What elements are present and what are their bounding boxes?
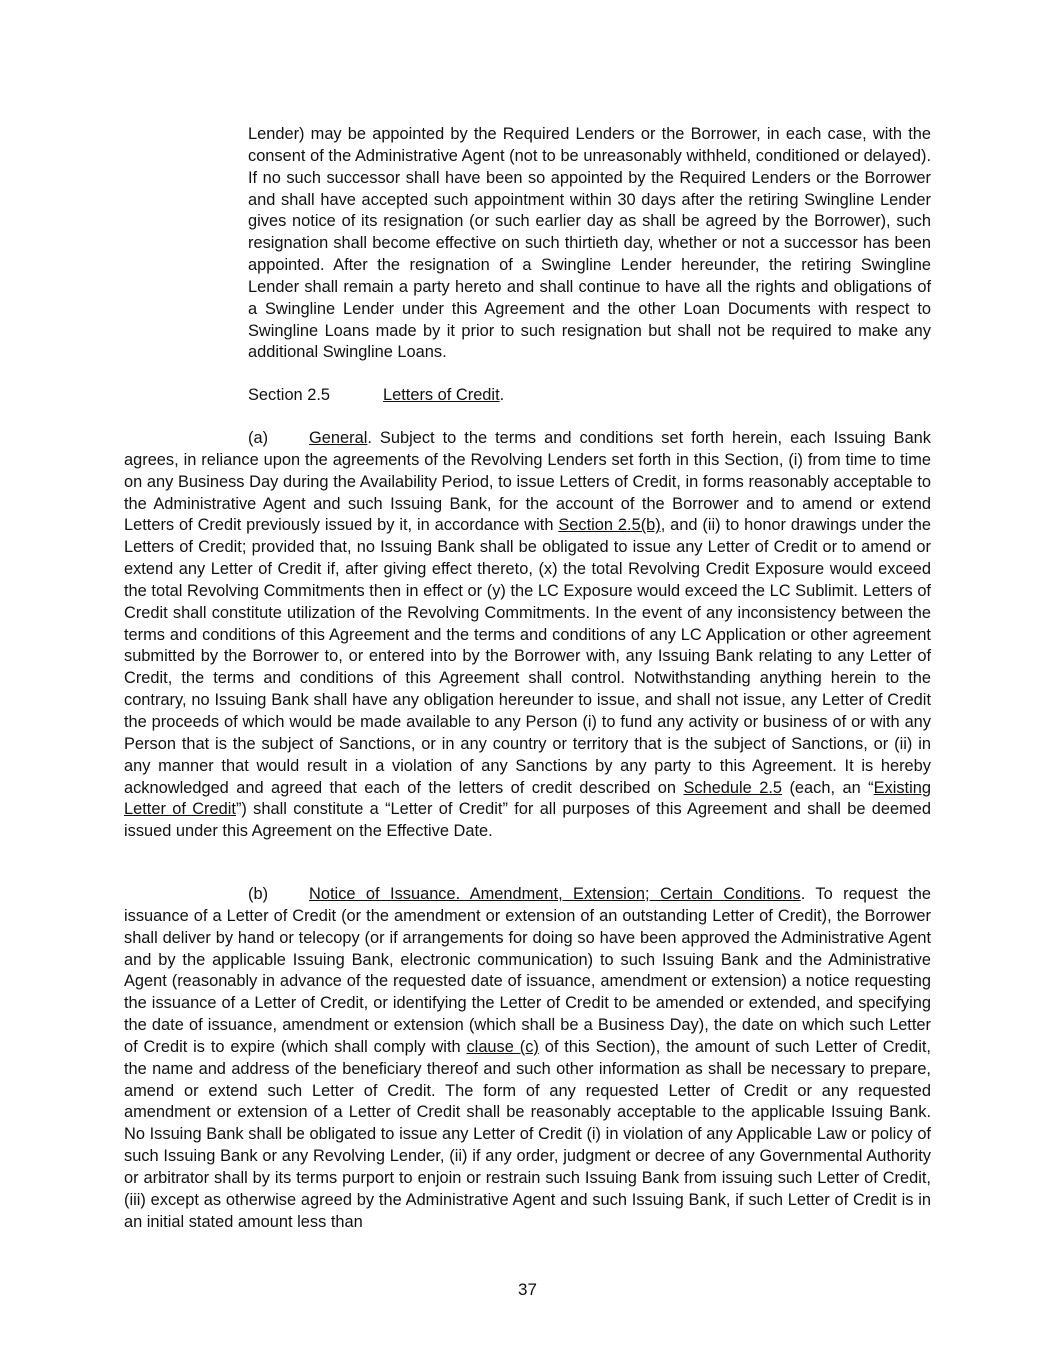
section-title: Letters of Credit <box>383 386 500 404</box>
cross-reference-schedule-2-5: Schedule 2.5 <box>683 778 783 797</box>
paragraph-b-text-1: . To request the issuance of a Letter of Credit (or the amendment or extension of an outstanding Letter of Credit), the Borrower shall deliver by hand or telecopy (or if arrangements for doing so have been approved the Administrative Agent and by the applicable Issuing Bank, electronic communication) to such Issuing Bank and the Administrative Agent (reasonably in advance of the requested date of issuance, amendment or extension) a notice requesting the issuance of a Letter of Credit, or identifying the Letter of Credit to be amended or extended, and specifying the date of issuance, amendment or extension (which shall be a Business Day), the date on which such Letter of Credit is to expire (which shall comply with <box>124 885 932 1056</box>
paragraph-b <box>124 884 931 1234</box>
cross-reference-section-2-5-b: Section 2.5(b) <box>558 516 661 535</box>
paragraph-a-text-1: . Subject to the terms and conditions set forth herein, each Issuing Bank agrees, in reliance upon the agreements of the Revolving Lenders set forth in this Section, (i) from time to time on any Business Day during the Availability Period, to issue Letters of Credit, in forms reasonably acceptable to the Administrative Agent and such Issuing Bank, for the account of the Borrower and to amend or extend Letters of Credit previously issued by it, in accordance with <box>124 429 931 535</box>
cross-reference-clause-c: clause (c) <box>466 1037 539 1056</box>
paragraph-b-label: (b) <box>248 885 269 903</box>
continuation-text: Lender) may be appointed by the Required Lenders or the Borrower, in each case, with the consent of the Administrative Agent (not to be unreasonably withheld, conditioned or delayed). If no such successor shall have been so appointed by the Required Lenders or the Borrower and shall have accepted such appointment within 30 days after the retiring Swingline Lender gives notice of its resignation (or such earlier day as shall be agreed by the Borrower), such resignation shall become effective on such thirtieth day, whether or not a successor has been appointed. After the resignation of a Swingline Lender hereunder, the retiring Swingline Lender shall remain a party hereto and shall continue to have all the rights and obligations of a Swingline Lender under this Agreement and the other Loan Documents with respect to Swingline Loans made by it prior to such resignation but shall not be required to make any additional Swingline Loans. <box>248 125 931 362</box>
section-number: Section 2.5 <box>248 386 331 404</box>
paragraph-a-text-4: ”) shall constitute a “Letter of Credit” for all purposes of this Agreement and shall be deemed issued under this Agreement on the Effective Date. <box>124 800 931 841</box>
continuation-paragraph <box>248 124 931 364</box>
paragraph-a-label: (a) <box>248 429 269 447</box>
page-number: 37 <box>518 1280 537 1299</box>
paragraph-a-text-2: , and (ii) to honor drawings under the Letters of Credit; provided that, no Issuing Bank shall be obligated to issue any Letter of Credit or to amend or extend any Letter of Credit if, after giving effect thereto, (x) the total Revolving Credit Exposure would exceed the total Revolving Commitments then in effect or (y) the LC Exposure would exceed the LC Sublimit. Letters of Credit shall constitute utilization of the Revolving Commitments. In the event of any inconsistency between the terms and conditions of this Agreement and the terms and conditions of any LC Application or other agreement submitted by the Borrower to, or entered into by the Borrower with, any Issuing Bank relating to any Letter of Credit, the terms and conditions of this Agreement shall control. Notwithstanding anything herein to the contrary, no Issuing Bank shall have any obligation hereunder to issue, and shall not issue, any Letter of Credit the proceeds of which would be made available to any Person (i) to fund any activity or business of or with any Person that is the subject of Sanctions, or in any country or territory that is the subject of Sanctions, or (ii) in any manner that would result in a violation of any Sanctions by any party to this Agreement. It is hereby acknowledged and agreed that each of the letters of credit described on <box>124 516 931 797</box>
paragraph-a-text-3: (each, an “ <box>782 778 874 797</box>
paragraph-b-text-2: of this Section), the amount of such Letter of Credit, the name and address of the beneficiary thereof and such other information as shall be necessary to prepare, amend or extend such Letter of Credit. The form of any requested Letter of Credit or any requested amendment or extension of a Letter of Credit shall be reasonably acceptable to the applicable Issuing Bank. No Issuing Bank shall be obligated to issue any Letter of Credit (i) in violation of any Applicable Law or policy of such Issuing Bank or any Revolving Lender, (ii) if any order, judgment or decree of any Governmental Authority or arbitrator shall by its terms purport to enjoin or restrain such Issuing Bank from issuing such Letter of Credit, (iii) except as otherwise agreed by the Administrative Agent and such Issuing Bank, if such Letter of Credit is in an initial stated amount less than <box>124 1037 931 1231</box>
paragraph-a-heading: General <box>309 429 368 447</box>
paragraph-a <box>124 428 931 843</box>
defined-term-existing-letter-of-credit: Existing Letter of Credit <box>124 778 931 819</box>
section-title-end: . <box>499 386 505 404</box>
section-heading <box>248 385 931 407</box>
paragraph-b-heading: Notice of Issuance. Amendment, Extension; Certain Conditions <box>309 885 801 903</box>
